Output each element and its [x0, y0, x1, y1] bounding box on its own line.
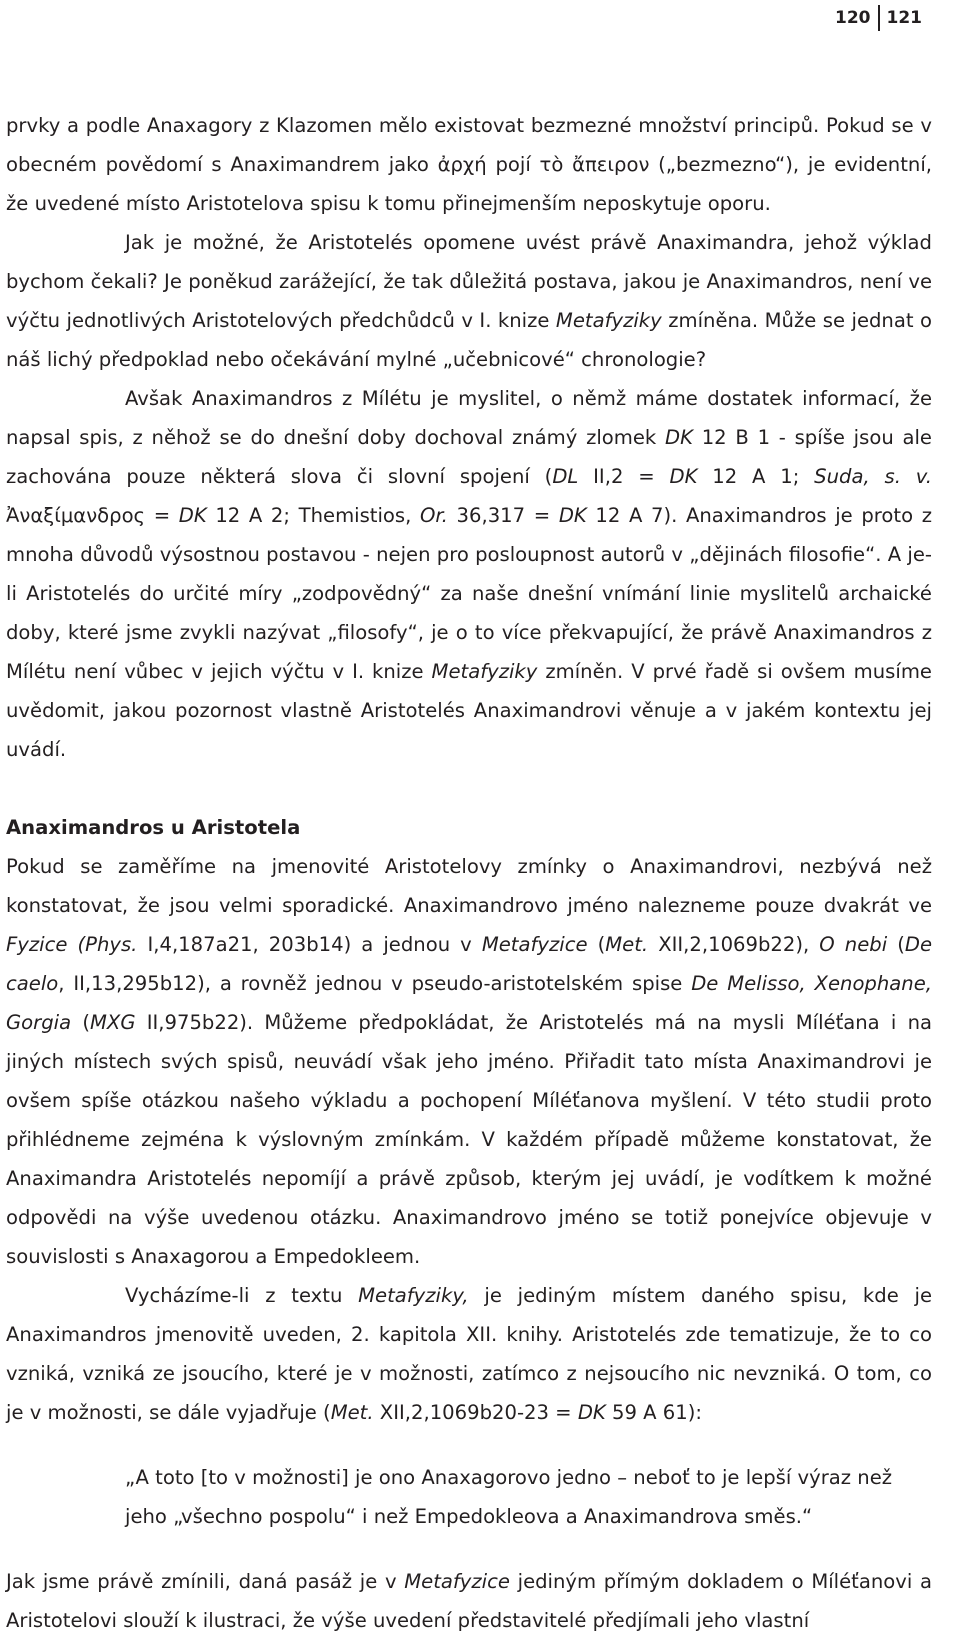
- paragraph-4: [6, 847, 932, 1276]
- page-numbers: [835, 4, 922, 32]
- paragraph-5: [6, 1276, 932, 1432]
- text-run: Jak je možné, že Aristotelés opomene uvést právě Anaximandra, jehož výklad bychom čekali? Je poněkud zarážející, že tak důležitá postava, jakou je Anaximandros, není ve výčtu jednotlivých Aristotelových předchůdců v I. knize: [6, 231, 932, 332]
- italic-ref: DK: [178, 504, 207, 527]
- text-run: XII,2,1069b20-23 =: [373, 1401, 578, 1424]
- paragraph-3: [6, 379, 932, 769]
- italic-ref: DK: [558, 504, 587, 527]
- italic-title: Metafyzice: [404, 1570, 510, 1593]
- text-run: Vycházíme-li z textu: [125, 1284, 359, 1307]
- text-run: (: [71, 1011, 90, 1034]
- text-run: (: [587, 933, 606, 956]
- italic-ref: Fyzice (Phys.: [6, 933, 138, 956]
- page-number-divider: [878, 5, 880, 31]
- text-run: XII,2,1069b22),: [648, 933, 820, 956]
- text-run: Avšak Anaximandros z Mílétu je myslitel, o němž máme dostatek informací, že napsal spis, z něhož se do dnešní doby dochoval známý zlomek: [6, 387, 932, 449]
- italic-title: Metafyziky,: [358, 1284, 469, 1307]
- text-run: 12 A 2; Themistios,: [206, 504, 420, 527]
- italic-ref: DK: [669, 465, 698, 488]
- text-run: 59 A 61):: [605, 1401, 702, 1424]
- text-run: Pokud se zaměříme na jmenovité Aristotelovy zmínky o Anaximandrovi, nezbývá než konstatovat, že jsou velmi sporadické. Anaximandrovo jméno nalezneme pouze dvakrát ve: [6, 855, 932, 917]
- italic-ref: DL: [552, 465, 579, 488]
- italic-ref: DK: [577, 1401, 606, 1424]
- italic-ref: Suda, s. v.: [814, 465, 933, 488]
- text-run: zmíněn. V prvé řadě si ovšem musíme uvědomit, jakou pozornost vlastně Aristotelés Anaximandrovi věnuje a v jakém kontextu jej uvádí.: [6, 660, 932, 761]
- section-heading: Anaximandros u Aristotela: [6, 816, 301, 839]
- document-body: [6, 106, 932, 1640]
- text-run: 12 B 1 - spíše jsou ale zachována pouze některá slova či slovní spojení (: [6, 426, 932, 488]
- text-run: II,975b22). Můžeme předpokládat, že Aristotelés má na mysli Míléťana i na jiných místech svých spisů, neuvádí však jeho jméno. Přiřadit tato místa Anaximandrovi je ovšem spíše otázkou našeho výkladu a pochopení Míléťanova myšlení. V této studii proto přihlédneme zejména k výslovným zmínkám. V každém případě můžeme konstatovat, že Anaximandra Aristotelés nepomíjí a právě způsob, kterým jej uvádí, je vodítkem k možné odpovědi na výše uvedenou otázku. Anaximandrovo jméno se totiž ponejvíce objevuje v souvislosti s Anaxagorou a Empedokleem.: [6, 1011, 932, 1268]
- paragraph-6: [6, 1562, 932, 1640]
- italic-ref: Or.: [420, 504, 448, 527]
- italic-title: De Melisso, Xenophane, Gorgia: [6, 972, 932, 1034]
- italic-ref: DK: [665, 426, 693, 449]
- text-run: Ἀναξίμανδρος =: [6, 504, 179, 527]
- text-run: I,4,187a21, 203b14) a jednou v: [137, 933, 482, 956]
- italic-title: De caelo: [6, 933, 933, 995]
- text-run: je jediným místem daného spisu, kde je Anaximandros jmenovitě uveden, 2. kapitola XII. knihy. Aristotelés zde tematizuje, že to co vzniká, vzniká ze jsoucího, které je v možnosti, zatímco z nejsoucího nic nevzniká. O tom, co je v možnosti, se dále vyjadřuje (: [6, 1284, 932, 1424]
- text-run: 12 A 1;: [697, 465, 815, 488]
- paragraph-2: [6, 223, 932, 379]
- italic-title: Metafyziky: [555, 309, 662, 332]
- italic-title: Metafyzice: [481, 933, 588, 956]
- text-run: 12 A 7). Anaximandros je proto z mnoha důvodů výsostnou postavou - nejen pro posloupnost autorů v „dějinách filosofie“. A je-li Aristotelés do určité míry „zodpovědný“ za naše dnešní vnímání linie myslitelů archaické doby, které jsme zvykli nazývat „filosofy“, je o to více překvapující, že právě Anaximandros z Mílétu není vůbec v jejich výčtu v I. knize: [6, 504, 933, 683]
- text-run: , II,13,295b12), a rovněž jednou v pseudo-aristotelském spise: [58, 972, 692, 995]
- text-run: II,2 =: [578, 465, 670, 488]
- text-run: 36,317 =: [447, 504, 559, 527]
- paragraph-1: [6, 106, 932, 223]
- text-run: Jak jsme právě zmínili, daná pasáž je v: [6, 1570, 405, 1593]
- text-run: (: [887, 933, 905, 956]
- italic-ref: MXG: [90, 1011, 136, 1034]
- italic-ref: Met.: [605, 933, 649, 956]
- paragraph-1-text: prvky a podle Anaxagory z Klazomen mělo existovat bezmezné množství principů. Pokud se v obecném povědomí s Anaximandrem jako ἀρχή pojí τὸ ἄπειρον („bezmezno“), je evidentní, že uvedené místo Aristotelova spisu k tomu přinejmenším neposkytuje oporu.: [6, 114, 932, 215]
- italic-title: O nebi: [819, 933, 888, 956]
- text-run: zmíněna. Může se jednat o náš lichý předpoklad nebo očekávání mylné „učebnicové“ chronologie?: [6, 309, 932, 371]
- page-number-left: 120: [835, 8, 871, 28]
- section-spacer: [6, 769, 932, 808]
- block-quote: „A toto [to v možnosti] je ono Anaxagorovo jedno – neboť to je lepší výraz než jeho „všechno pospolu“ i než Empedokleova a Anaximandrova směs.“: [125, 1466, 893, 1528]
- text-run: jediným přímým dokladem o Míléťanovi a Aristotelovi slouží k ilustraci, že výše uvedení představitelé předjímali jeho vlastní: [6, 1570, 932, 1632]
- italic-title: Metafyziky: [431, 660, 538, 683]
- italic-ref: Met.: [330, 1401, 374, 1424]
- page-number-right: 121: [886, 8, 922, 28]
